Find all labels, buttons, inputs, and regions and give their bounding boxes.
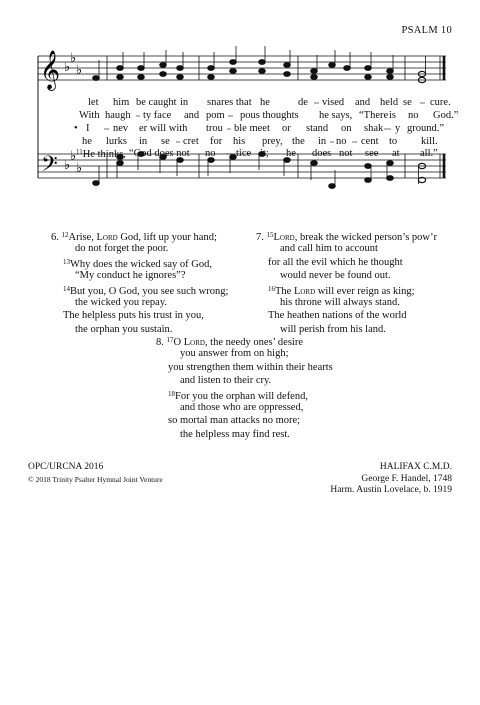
verse-line: do not forget the poor. <box>75 243 169 255</box>
verse-line: so mortal man attacks no more; <box>168 415 301 427</box>
lyric-syllable: to <box>389 136 398 147</box>
lyric-syllable: and <box>184 110 200 121</box>
lyric-syllable: all.” <box>420 148 438 159</box>
lyric-syllable: he <box>82 136 92 147</box>
lyric-syllable: I <box>86 123 90 134</box>
composer-credit: George F. Handel, 1748 <box>361 473 452 484</box>
verse-text: O <box>173 337 184 348</box>
lyric-syllable: lurks <box>106 136 127 147</box>
verse-8 <box>156 334 333 441</box>
lyric-syllable: prey, <box>262 136 283 147</box>
verse-line <box>256 283 437 296</box>
lyric-syllable: he says, <box>319 110 353 121</box>
lyric-syllable: he <box>260 97 270 108</box>
lyric-syllable: or <box>282 123 291 134</box>
verse-number: 6. <box>51 232 59 243</box>
lyric-syllable: and <box>355 97 371 108</box>
verse-line: “My conduct he ignores”? <box>75 270 186 282</box>
lyric-syllable: haugh <box>105 110 131 121</box>
lyric-syllable: is <box>389 110 397 121</box>
verse-text: will ever reign as king; <box>315 285 415 297</box>
verse-ref: 15 <box>266 231 274 239</box>
lyric-syllable: tice <box>236 148 252 159</box>
lyric-syllable: he <box>286 148 296 159</box>
svg-text:♭: ♭ <box>70 51 77 66</box>
svg-text:♭: ♭ <box>64 158 71 173</box>
verse-line: the helpless may find rest. <box>180 428 290 440</box>
lyric-syllable: pom <box>206 110 225 121</box>
lyric-syllable: in <box>318 136 327 147</box>
treble-clef-icon: 𝄞 <box>40 50 61 90</box>
lyric-syllable: snares that <box>207 97 252 108</box>
lyric-syllable: on <box>341 123 352 134</box>
lyric-syllable: not <box>339 148 353 159</box>
verse-text: But you, O God, you see such wrong; <box>70 285 229 297</box>
lyric-syllable: se <box>403 97 412 108</box>
verse-line: will perish from his land. <box>280 323 386 335</box>
lyric-syllable: no <box>205 148 216 159</box>
lyric-syllable: ble meet <box>234 123 270 134</box>
lyric-syllable: in <box>139 136 148 147</box>
lord-small-caps: Lord <box>96 232 118 243</box>
copyright-text: © 2018 Trinity Psalter Hymnal Joint Venture <box>28 474 163 484</box>
lyric-syllable: his <box>233 136 246 147</box>
lyric-syllable: de <box>298 97 308 108</box>
lyric-syllable: nev <box>113 123 129 134</box>
svg-text:♭: ♭ <box>76 63 83 78</box>
verse-line: would never be found out. <box>280 270 391 282</box>
verse-line: The heathen nations of the world <box>268 310 407 322</box>
lyric-syllable: be caught <box>136 97 177 108</box>
lyric-syllable: y <box>395 123 401 134</box>
tune-name: HALIFAX C.M.D. <box>379 462 452 472</box>
source-credit: OPC/URCNA 2016 <box>28 462 104 472</box>
lyric-syllable: shak <box>364 123 384 134</box>
verse-ref: 12 <box>61 231 69 239</box>
lyric-syllable-text: He thinks, <box>82 149 126 160</box>
verse-line: and those who are oppressed, <box>180 401 304 413</box>
lyric-syllable: ground.” <box>407 123 445 134</box>
lyric-syllable: • <box>74 123 78 134</box>
lyric-syllable: stand <box>306 123 329 134</box>
verse-line: you strengthen them within their hearts <box>168 361 333 373</box>
lord-small-caps: Lord <box>273 232 295 243</box>
copyright <box>28 474 163 487</box>
verse-text: Why does the wicked say of God, <box>70 258 213 270</box>
verse-number: 8. <box>156 337 164 348</box>
lyric-syllable: no <box>408 110 419 121</box>
verse-text: , break the wicked person’s pow’r <box>294 232 437 243</box>
psalm-label: PSALM 10 <box>401 25 452 36</box>
verse-ref: 13 <box>63 257 70 266</box>
lyric-syllable: cret <box>183 136 199 147</box>
verse-line: The helpless puts his trust in you, <box>63 310 204 322</box>
lyric-hyphens <box>0 0 480 160</box>
verse-ref-11: 11 <box>76 148 83 156</box>
verse-ref: 16 <box>268 284 275 293</box>
lyric-syllable: in <box>180 97 189 108</box>
verse-line: and call him to account <box>280 243 378 255</box>
svg-text:♭: ♭ <box>76 161 83 176</box>
svg-text:♭: ♭ <box>64 60 71 75</box>
verse-line <box>51 283 228 296</box>
verse-line <box>51 229 228 242</box>
lyric-syllable: pous thoughts <box>240 110 299 121</box>
footer-left <box>28 462 163 486</box>
lyric-syllable: cent <box>361 136 379 147</box>
lyric-syllable: trou <box>206 123 223 134</box>
lyric-syllable: vised <box>322 97 345 108</box>
verse-text: God, lift up your hand; <box>117 232 217 243</box>
verse-line: you answer from on high; <box>180 348 289 360</box>
verse-line <box>256 229 437 242</box>
lyric-syllable: “There <box>359 110 389 121</box>
verse-6 <box>51 229 228 336</box>
lyric-syllable: no <box>336 136 347 147</box>
verse-text: For you the orphan will defend, <box>175 390 308 402</box>
lyric-syllable: se <box>161 136 170 147</box>
verse-line: the wicked you repay. <box>75 296 168 308</box>
lyric-syllable: cure. <box>430 97 451 108</box>
svg-text:♭: ♭ <box>70 149 77 164</box>
lyric-syllable: With <box>79 110 100 121</box>
lyric-syllable: er will with <box>139 123 188 134</box>
lyric-syllable: held <box>380 97 399 108</box>
lord-small-caps: Lord <box>183 337 205 348</box>
lord-small-caps: Lord <box>293 285 316 297</box>
verse-text: The <box>275 285 294 297</box>
lyric-syllable: for <box>210 136 223 147</box>
verse-line: and listen to their cry. <box>180 375 272 387</box>
lyric-syllable: ty face <box>143 110 172 121</box>
lyric-syllable: kill. <box>421 136 438 147</box>
lyric-syllable: at <box>392 148 400 159</box>
verse-ref: 14 <box>63 284 70 293</box>
lyric-syllable: the <box>292 136 305 147</box>
verse-number: 7. <box>256 232 264 243</box>
lyric-syllable: him <box>113 97 130 108</box>
verse-line <box>156 334 333 347</box>
verse-line: his throne will always stand. <box>280 296 400 308</box>
verse-line: the orphan you sustain. <box>75 323 173 335</box>
footer-right <box>330 462 452 497</box>
verse-line <box>156 388 333 401</box>
verse-text: , the needy ones’ desire <box>204 337 303 348</box>
verse-ref: 17 <box>166 336 174 344</box>
verse-line <box>51 256 228 269</box>
lyric-syllable: does <box>312 148 332 159</box>
bass-clef-icon: 𝄢 <box>41 152 58 182</box>
lyric-syllable: see <box>365 148 379 159</box>
harmonizer-credit: Harm. Austin Lovelace, b. 1919 <box>330 485 452 495</box>
lyric-syllable: God.” <box>433 110 459 121</box>
verse-text: Arise, <box>68 232 97 243</box>
lyric-syllable: it; <box>260 148 269 159</box>
verse-line: for all the evil which he thought <box>268 256 403 268</box>
verse-ref: 18 <box>168 389 175 398</box>
lyric-syllable: let <box>88 97 99 108</box>
verse-7 <box>256 229 437 336</box>
lyric-syllable: “God does not <box>129 148 190 159</box>
